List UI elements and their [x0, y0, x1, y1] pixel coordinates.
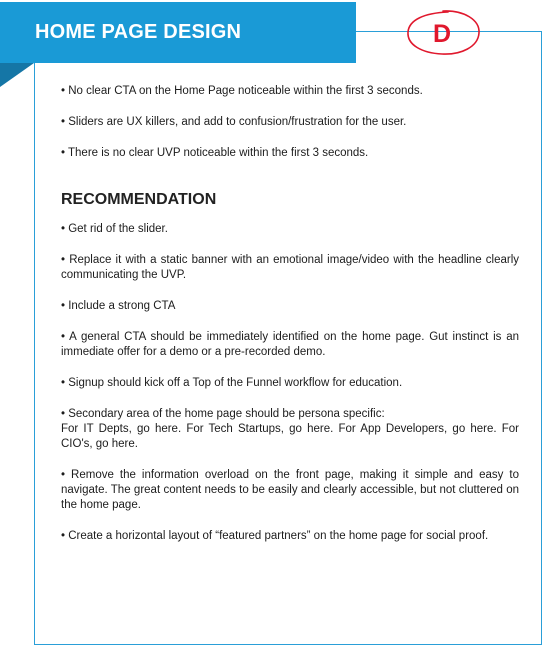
recommendation-item: • Signup should kick off a Top of the Funnel workflow for education.	[61, 377, 403, 389]
finding-item: • There is no clear UVP noticeable within the first 3 seconds.	[61, 147, 369, 159]
recommendation-heading: RECOMMENDATION	[61, 191, 217, 208]
grade-badge-circle	[404, 8, 482, 58]
finding-item: • No clear CTA on the Home Page noticeable within the first 3 seconds.	[61, 85, 423, 97]
recommendation-item: • Remove the information overload on the front page, making it simple and easy to navigate. The great content needs to be easily and clearly accessible, but not cluttered on the home page.	[61, 469, 519, 511]
header-banner-fold	[0, 63, 34, 87]
header-banner	[0, 2, 356, 63]
recommendation-item: • Include a strong CTA	[61, 300, 176, 312]
recommendation-item: • Get rid of the slider.	[61, 223, 168, 235]
finding-item: • Sliders are UX killers, and add to confusion/frustration for the user.	[61, 116, 407, 128]
page-title: HOME PAGE DESIGN	[35, 21, 242, 43]
recommendation-item: • Secondary area of the home page should be persona specific:	[61, 408, 385, 420]
grade-letter: D	[432, 20, 452, 48]
persona-links-text: For IT Depts, go here. For Tech Startups, go here. For App Developers, go here. For CIO's, go here.	[61, 423, 519, 450]
recommendation-item: • A general CTA should be immediately identified on the home page. Gut instinct is an immediate offer for a demo or a pre-recorded demo.	[61, 331, 519, 358]
recommendation-item: • Replace it with a static banner with an emotional image/video with the headline clearly communicating the UVP.	[61, 254, 519, 281]
recommendation-item: • Create a horizontal layout of “featured partners” on the home page for social proof.	[61, 530, 489, 542]
audit-content	[61, 79, 519, 544]
